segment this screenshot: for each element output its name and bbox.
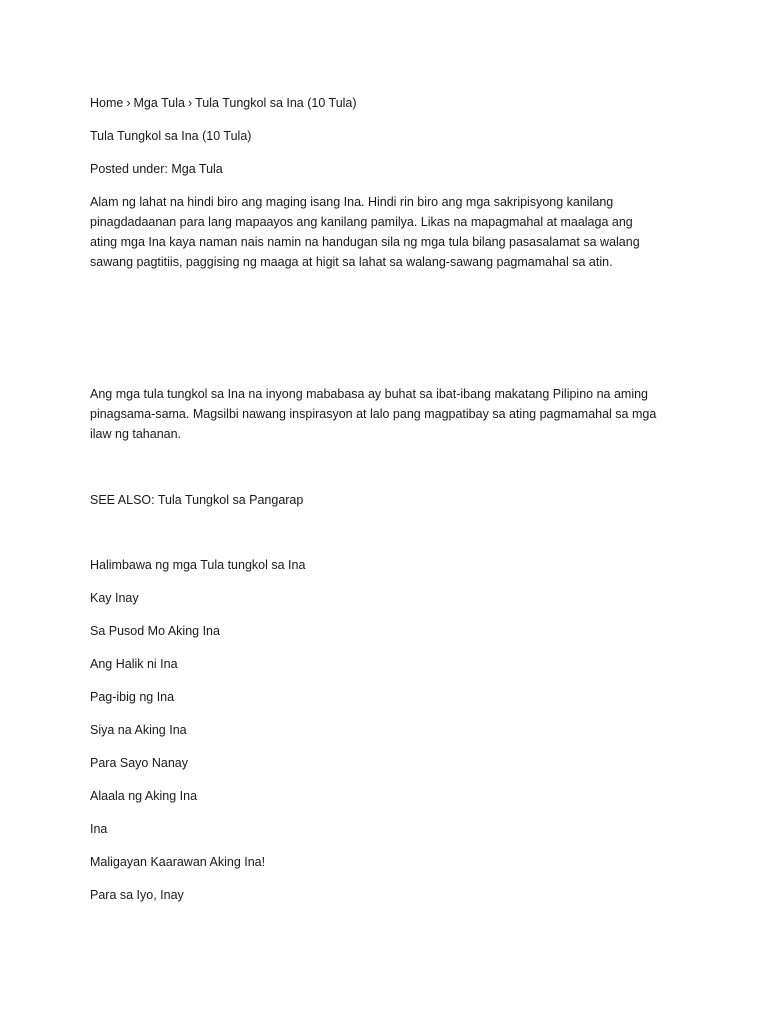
- breadcrumb: [90, 93, 660, 113]
- see-also: [90, 490, 660, 510]
- poem-list-heading: Halimbawa ng mga Tula tungkol sa Ina: [90, 558, 306, 572]
- see-also-link[interactable]: Tula Tungkol sa Pangarap: [157, 493, 304, 507]
- poem-list-item[interactable]: Siya na Aking Ina: [90, 723, 187, 737]
- see-also-label: SEE ALSO:: [90, 493, 155, 507]
- blank-space: [90, 272, 660, 384]
- poem-list-item[interactable]: Maligayan Kaarawan Aking Ina!: [90, 855, 266, 869]
- poem-list-item[interactable]: Para sa Iyo, Inay: [90, 888, 184, 902]
- breadcrumb-current: Tula Tungkol sa Ina (10 Tula): [195, 96, 357, 110]
- breadcrumb-separator: ›: [126, 96, 131, 110]
- posted-under-label: Posted under:: [90, 162, 168, 176]
- poem-list-item[interactable]: Para Sayo Nanay: [90, 756, 188, 770]
- breadcrumb-separator: ›: [187, 96, 193, 110]
- intro-paragraph: Alam ng lahat na hindi biro ang maging isang Ina. Hindi rin biro ang mga sakripisyong kanilang pinagdadaanan para lang mapaayos ang kanilang pamilya. Likas na mapagmahal at maalaga ang ating mga Ina kaya naman nais namin na handugan sila ng mga tula bilang pasasalamat sa walang sawang pagtitiis, paggising ng maaga at higit sa lahat sa walang-sawang pagmamahal sa atin.: [90, 195, 640, 269]
- poem-list-item[interactable]: Ina: [90, 822, 108, 836]
- poem-list-item[interactable]: Sa Pusod Mo Aking Ina: [90, 624, 220, 638]
- posted-under-category-link[interactable]: Mga Tula: [171, 162, 223, 176]
- breadcrumb-home-link[interactable]: Home: [90, 96, 124, 110]
- poem-list-item[interactable]: Alaala ng Aking Ina: [90, 789, 198, 803]
- page-title: Tula Tungkol sa Ina (10 Tula): [90, 129, 252, 143]
- breadcrumb-mga-tula-link[interactable]: Mga Tula: [133, 96, 185, 110]
- poem-list-item[interactable]: Pag-ibig ng Ina: [90, 690, 175, 704]
- poem-list-item[interactable]: Ang Halik ni Ina: [90, 657, 178, 671]
- second-paragraph: Ang mga tula tungkol sa Ina na inyong mababasa ay buhat sa ibat-ibang makatang Pilipino na aming pinagsama-sama. Magsilbi nawang inspirasyon at lalo pang magpatibay sa ating pagmamahal sa mga ilaw ng tahanan.: [90, 387, 657, 441]
- poem-list-item[interactable]: Kay Inay: [90, 591, 139, 605]
- posted-under: [90, 159, 660, 179]
- poem-list: [90, 588, 660, 905]
